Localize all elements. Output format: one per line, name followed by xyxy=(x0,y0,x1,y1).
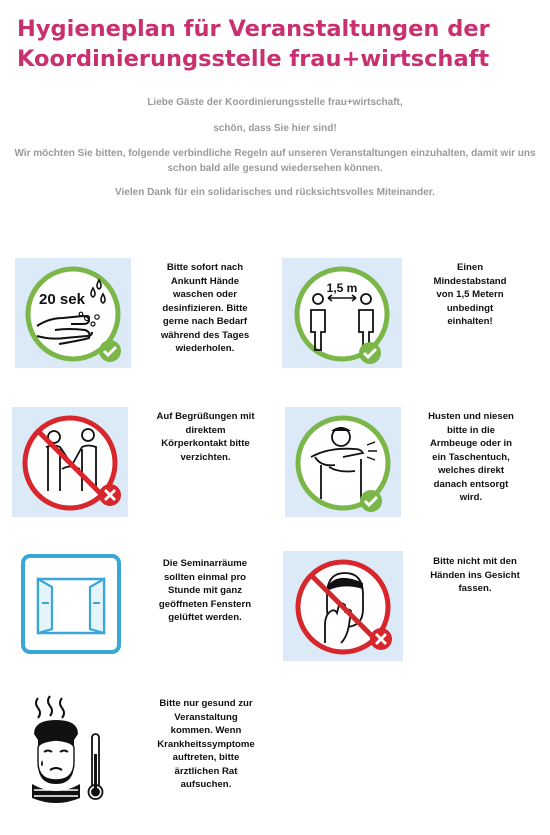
fever-icon xyxy=(16,690,116,810)
rule-7-tile xyxy=(16,690,116,810)
rule-2-text: Einen Mindestabstand von 1,5 Metern unbedingt einhalten! xyxy=(433,262,507,327)
rule-1-text: Bitte sofort nach Ankunft Hände waschen oder desinfizieren. Bitte gerne nach Bedarf während des Tages wiederholen. xyxy=(160,262,250,354)
intro-greeting: Liebe Gäste der Koordinierungsstelle frau+wirtschaft, xyxy=(147,97,403,108)
rule-5-tile xyxy=(20,553,122,655)
intro-request-line-1: Wir möchten Sie bitten, folgende verbindliche Regeln auf unseren Veranstaltungen einzuhalten, damit wir uns xyxy=(14,148,536,159)
intro-thanks: Vielen Dank für ein solidarisches und rücksichtsvolles Miteinander. xyxy=(115,187,435,198)
rule-2-badge: 1,5 m xyxy=(326,281,358,295)
rule-6-tile xyxy=(283,551,403,661)
page-title-line-1: Hygieneplan für Veranstaltungen der xyxy=(17,16,490,42)
rule-5-text: Die Seminarräume sollten einmal pro Stunde mit ganz geöffneten Fenstern gelüftet werden. xyxy=(158,558,252,623)
sneeze-elbow-icon xyxy=(285,407,401,517)
intro-request xyxy=(0,146,550,176)
rule-3-text: Auf Begrüßungen mit direktem Körperkontakt bitte verzichten. xyxy=(156,411,255,463)
no-face-touch-icon xyxy=(283,551,403,661)
hand-washing-icon xyxy=(15,258,131,368)
rule-4-text: Husten und niesen bitte in die Armbeuge oder in ein Taschentuch, welches direkt danach entsorgt wird. xyxy=(428,411,514,503)
intro-welcome: schön, dass Sie hier sind! xyxy=(213,123,337,134)
no-handshake-icon xyxy=(12,407,128,517)
distance-icon xyxy=(282,258,402,368)
window-icon xyxy=(20,553,122,655)
rule-7-text: Bitte nur gesund zur Veranstaltung kommen. Wenn Krankheitssymptome auftreten, bitte ärztlichen Rat aufsuchen. xyxy=(157,698,255,790)
rule-6-text: Bitte nicht mit den Händen ins Gesicht fassen. xyxy=(430,556,520,594)
rule-1-badge: 20 sek xyxy=(39,291,85,308)
rule-2-tile xyxy=(282,258,402,368)
rule-4-tile xyxy=(285,407,401,517)
intro-request-line-2: schon bald alle gesund wiedersehen können. xyxy=(167,163,383,174)
rule-1-tile xyxy=(15,258,131,368)
page-title xyxy=(17,14,537,74)
rule-3-tile xyxy=(12,407,128,517)
page-title-line-2: Koordinierungsstelle frau+wirtschaft xyxy=(17,46,490,72)
